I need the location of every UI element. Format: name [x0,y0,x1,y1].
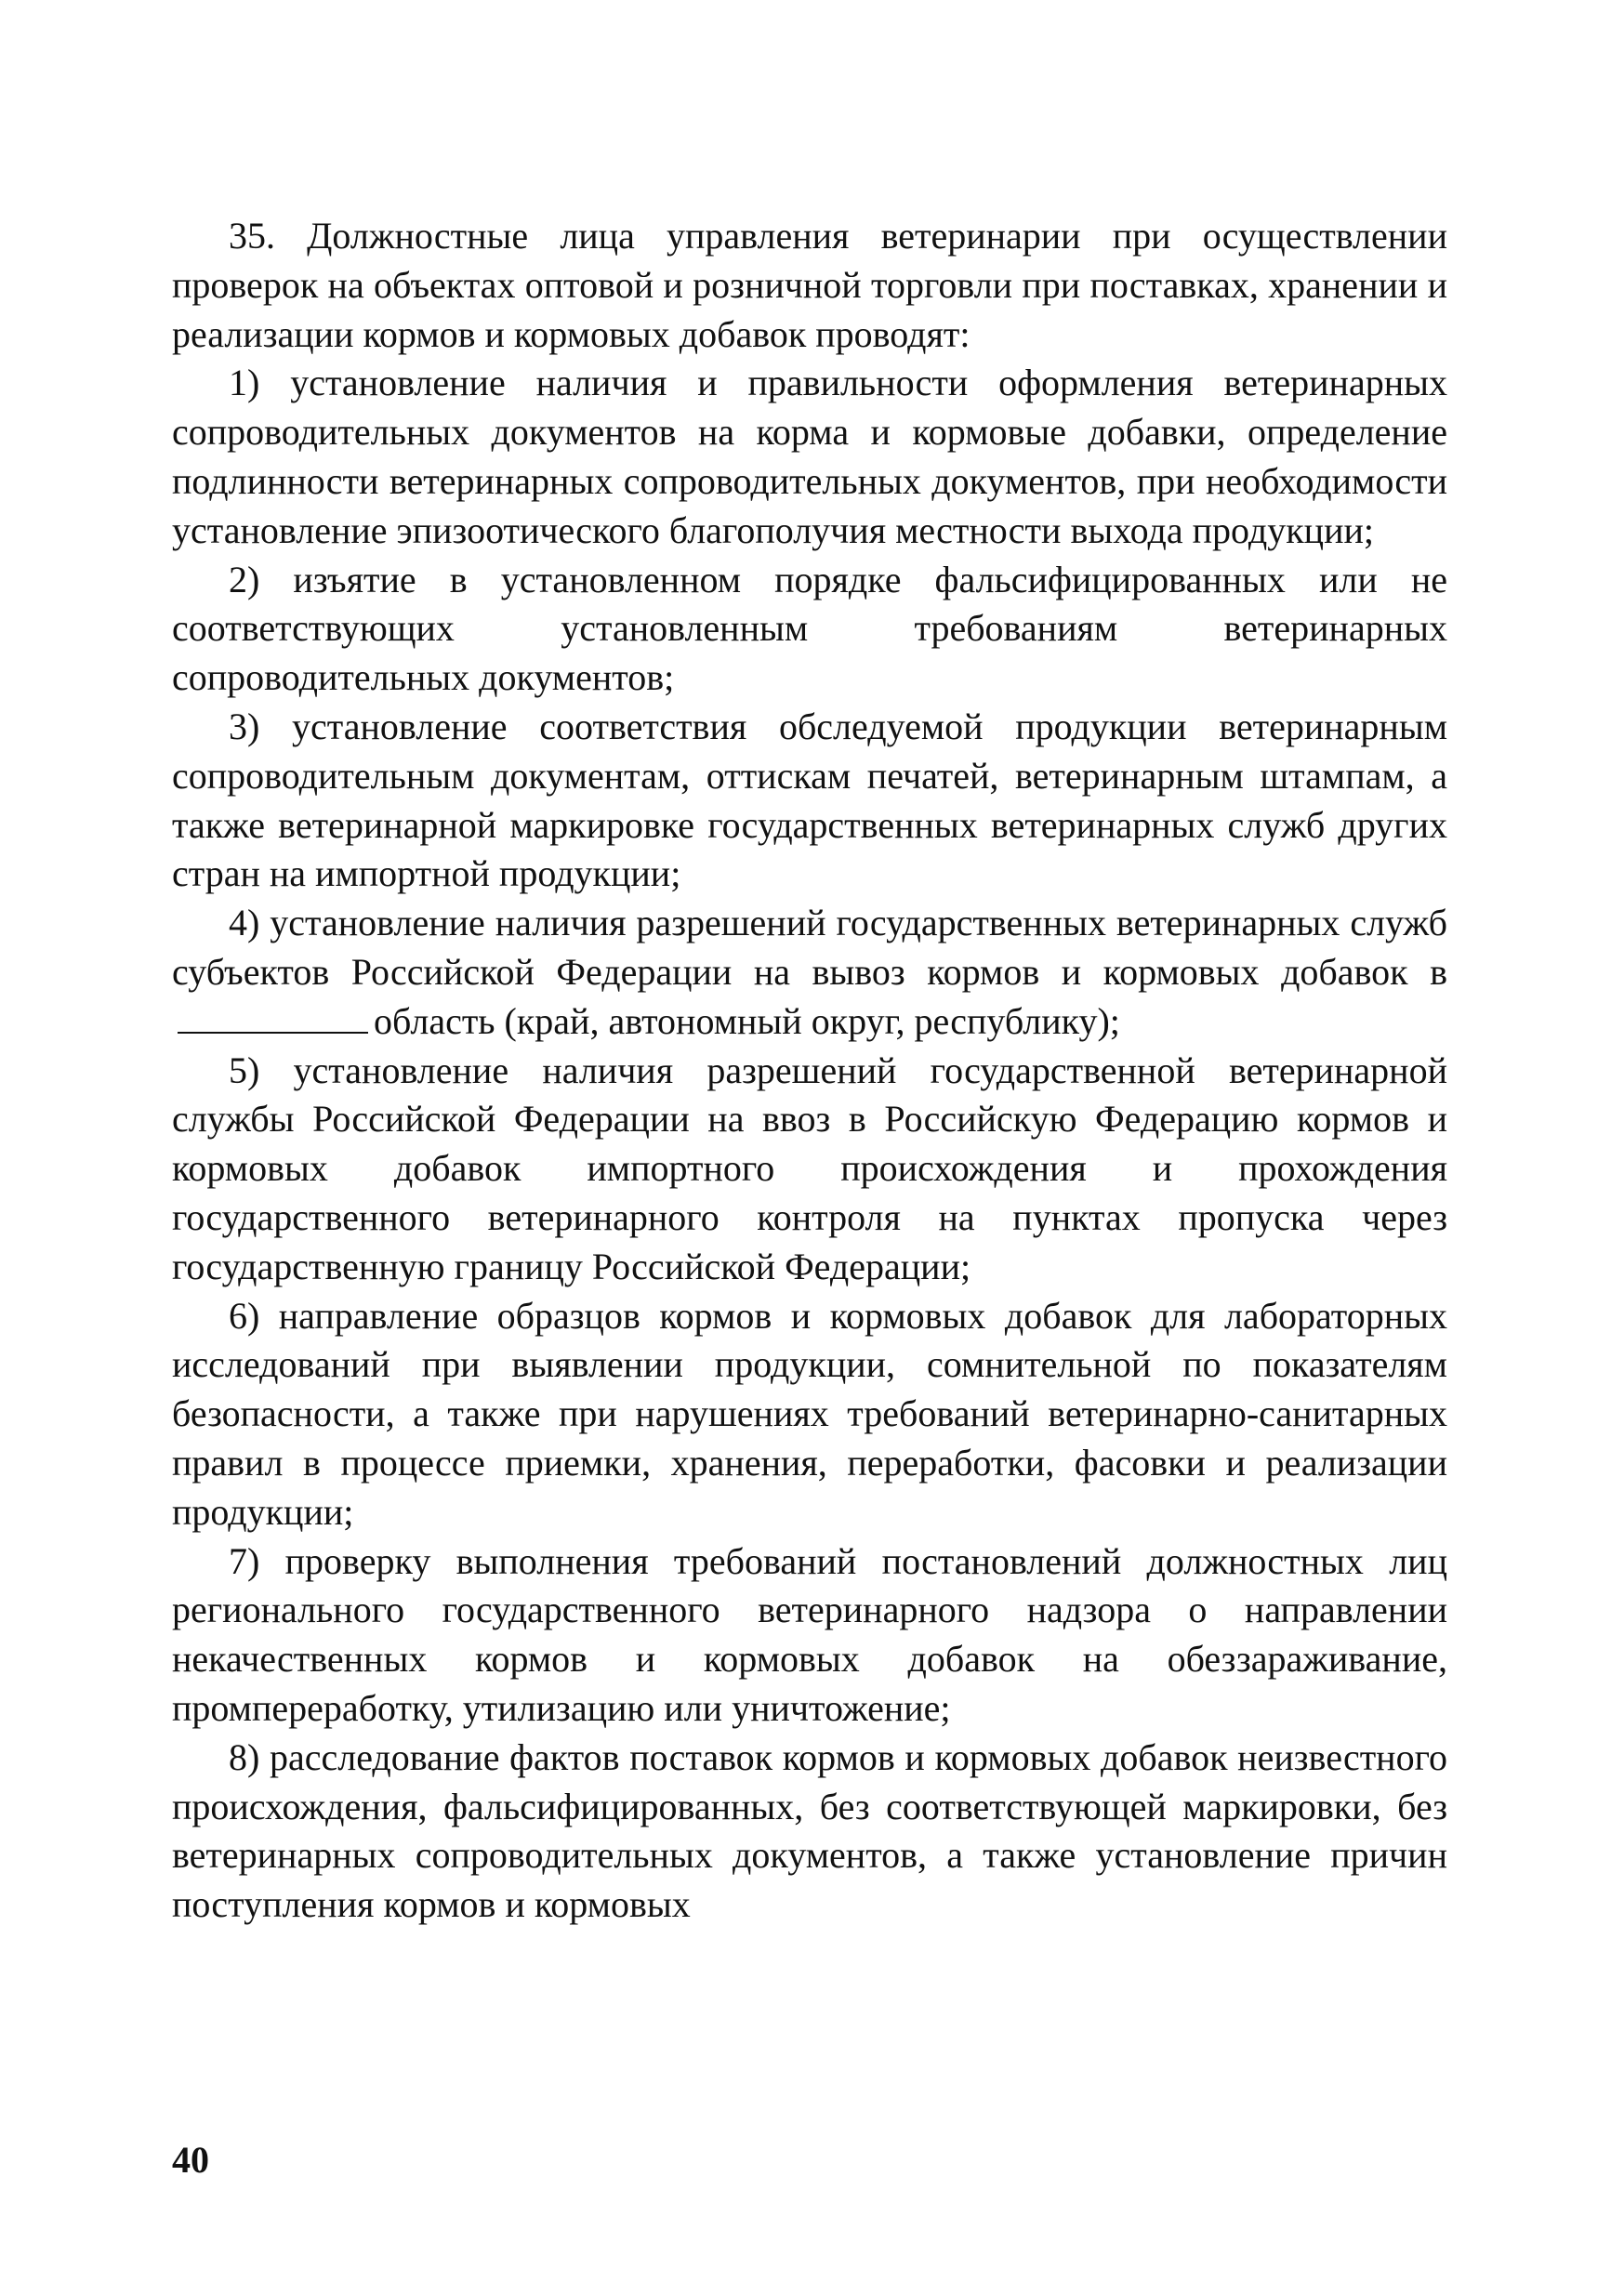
list-item-7: 7) проверку выполнения требований постановлений должностных лиц регионального государственного ветеринарного надзора о направлении некачественных кормов и кормовых добавок на обеззараживание, промпереработку, утилизацию или уничтожение; [172,1539,1447,1729]
list-item-4 [172,899,1447,1046]
blank-fill-line [178,1000,368,1034]
page-number: 40 [172,2139,209,2181]
list-item-8: 8) расследование фактов поставок кормов и кормовых добавок неизвестного происхождения, фальсифицированных, без соответствующей маркировки, без ветеринарных сопроводительных документов, а также установление причин поступления кормов и кормовых [172,1735,1447,1926]
list-item-4-end: область (край, автономный округ, республику); [374,999,1120,1042]
list-item-3: 3) установление соответствия обследуемой продукции ветеринарным сопроводительным документам, оттискам печатей, ветеринарным штампам, а также ветеринарной маркировке государственных ветеринарных служб других стран на импортной продукции; [172,705,1447,895]
list-item-5: 5) установление наличия разрешений государственной ветеринарной службы Российской Федерации на ввоз в Российскую Федерацию кормов и кормовых добавок импортного происхождения и прохождения государственного ветеринарного контроля на пунктах пропуска через государственную границу Российской Федерации; [172,1049,1447,1287]
body-text [172,212,1447,1930]
list-item-1: 1) установление наличия и правильности оформления ветеринарных сопроводительных документов на корма и кормовые добавки, определение подлинности ветеринарных сопроводительных документов, при необходимости установление эпизоотического благополучия местности выхода продукции; [172,362,1447,551]
list-item-6: 6) направление образцов кормов и кормовых добавок для лабораторных исследований при выявлении продукции, сомнительной по показателям безопасности, а также при нарушениях требований ветеринарно-санитарных правил в процессе приемки, хранения, переработки, фасовки и реализации продукции; [172,1294,1447,1533]
list-item-4-start: 4) установление наличия разрешений государственных ветеринарных служб субъектов Российской Федерации на вывоз кормов и кормовых добавок в [172,902,1447,993]
list-item-2: 2) изъятие в установленном порядке фальсифицированных или не соответствующих установленным требованиям ветеринарных сопроводительных документов; [172,558,1447,699]
paragraph-35: 35. Должностные лица управления ветеринарии при осуществлении проверок на объектах оптовой и розничной торговли при поставках, хранении и реализации кормов и кормовых добавок проводят: [172,215,1447,355]
